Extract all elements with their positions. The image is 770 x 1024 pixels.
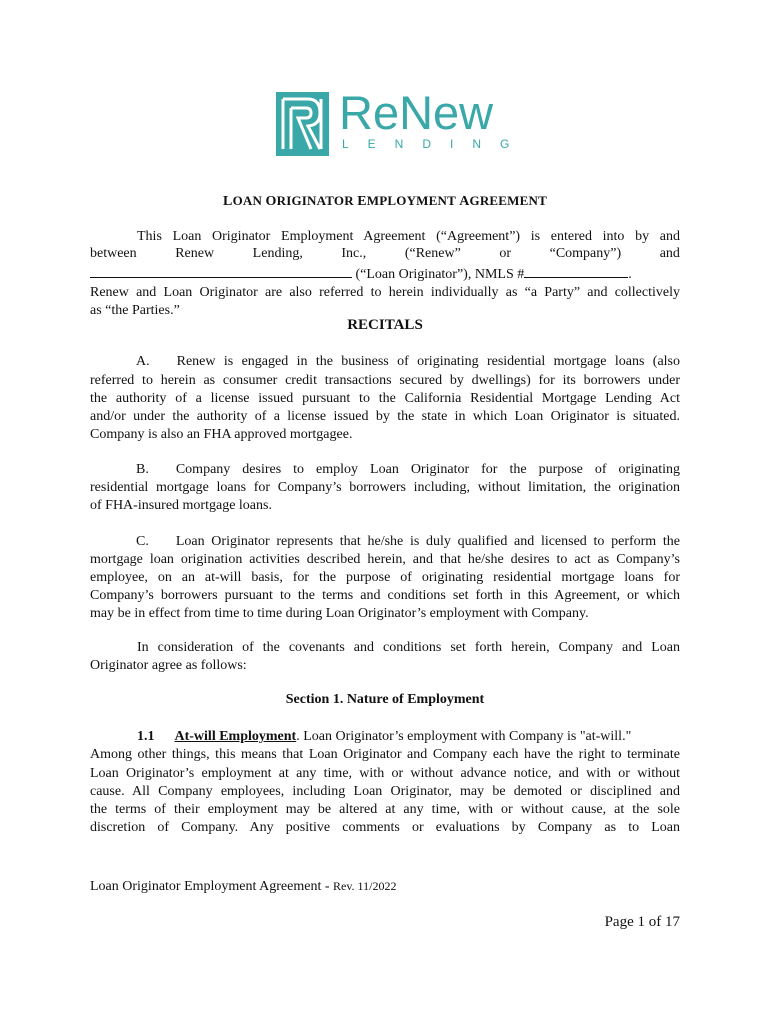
recital-b-line-3: of FHA-insured mortgage loans. <box>90 498 272 513</box>
recital-c-line-3: employee, on an at-will basis, for the purpose of originating residential mortgage loans for <box>90 570 680 585</box>
section-1-1-line-5: the terms of their employment may be altered at any time, with or without cause, at the sole <box>90 802 680 817</box>
intro-line-1: This Loan Originator Employment Agreement (“Agreement”) is entered into by and <box>137 229 680 244</box>
page-number: Page 1 of 17 <box>604 914 680 930</box>
intro-line-5: as “the Parties.” <box>90 303 180 318</box>
renew-monogram-icon <box>276 92 329 156</box>
section-1-1-line-6: discretion of Company. Any positive comments or evaluations by Company as to Loan <box>90 820 680 835</box>
recital-a-line-1: A. Renew is engaged in the business of originating residential mortgage loans (also <box>136 354 680 369</box>
recital-a-line-3: the authority of a license issued pursuant to the California Residential Mortgage Lending Act <box>90 391 680 406</box>
section-1-1-line-1: 1.1 At-will Employment. Loan Originator’s employment with Company is "at-will." <box>137 729 632 744</box>
recital-a-line-4: and/or under the authority of a license issued by the state in which Loan Originator is situated. <box>90 409 680 424</box>
logo-wordmark: ReNew <box>339 86 494 139</box>
page-footer: Loan Originator Employment Agreement - Rev. 11/2022 <box>90 879 397 894</box>
recital-c-line-1: C. Loan Originator represents that he/she is duly qualified and licensed to perform the <box>136 534 680 549</box>
recital-c-line-2: mortgage loan origination activities described herein, and that he/she desires to act as Company’s <box>90 552 680 567</box>
recital-a-line-5: Company is also an FHA approved mortgagee. <box>90 427 353 442</box>
logo-subtitle: LENDING <box>342 137 529 151</box>
recital-c-line-4: Company’s borrowers pursuant to the terms and conditions set forth in this Agreement, or which <box>90 588 680 603</box>
recital-b-line-1: B. Company desires to employ Loan Originator for the purpose of originating <box>136 462 680 477</box>
nmls-number-blank[interactable] <box>524 265 628 278</box>
consideration-line-1: In consideration of the covenants and conditions set forth herein, Company and Loan <box>137 640 680 655</box>
section-1-1-line-3: Loan Originator’s employment at any time, with or without advance notice, and with or without <box>90 766 680 781</box>
recital-a-line-2: referred to herein as consumer credit transactions secured by dwellings) for its borrowers under <box>90 373 680 388</box>
section-1-1-title: At-will Employment <box>174 729 297 744</box>
section-1-1-line-2: Among other things, this means that Loan Originator and Company each have the right to terminate <box>90 747 680 762</box>
intro-line-3: (“Loan Originator”), NMLS # . <box>90 265 680 284</box>
section-1-heading: Section 1. Nature of Employment <box>285 692 485 707</box>
consideration-line-2: Originator agree as follows: <box>90 658 247 673</box>
company-logo <box>276 86 529 156</box>
revision-label: Rev. 11/2022 <box>333 879 397 893</box>
section-number: 1.1 <box>137 729 155 744</box>
intro-line-4: Renew and Loan Originator are also referred to herein individually as “a Party” and collectively <box>90 285 680 300</box>
recital-b-line-2: residential mortgage loans for Company’s borrowers including, without limitation, the origination <box>90 480 680 495</box>
intro-line-2: between Renew Lending, Inc., (“Renew” or “Company”) and <box>90 246 680 261</box>
loan-originator-name-blank[interactable] <box>90 265 352 278</box>
recital-c-line-5: may be in effect from time to time during Loan Originator’s employment with Company. <box>90 606 589 621</box>
document-title: LOAN ORIGINATOR EMPLOYMENT AGREEMENT <box>223 193 547 209</box>
section-1-1-line-4: cause. All Company employees, including Loan Originator, may be demoted or disciplined and <box>90 784 680 799</box>
recitals-heading: RECITALS <box>347 317 423 333</box>
